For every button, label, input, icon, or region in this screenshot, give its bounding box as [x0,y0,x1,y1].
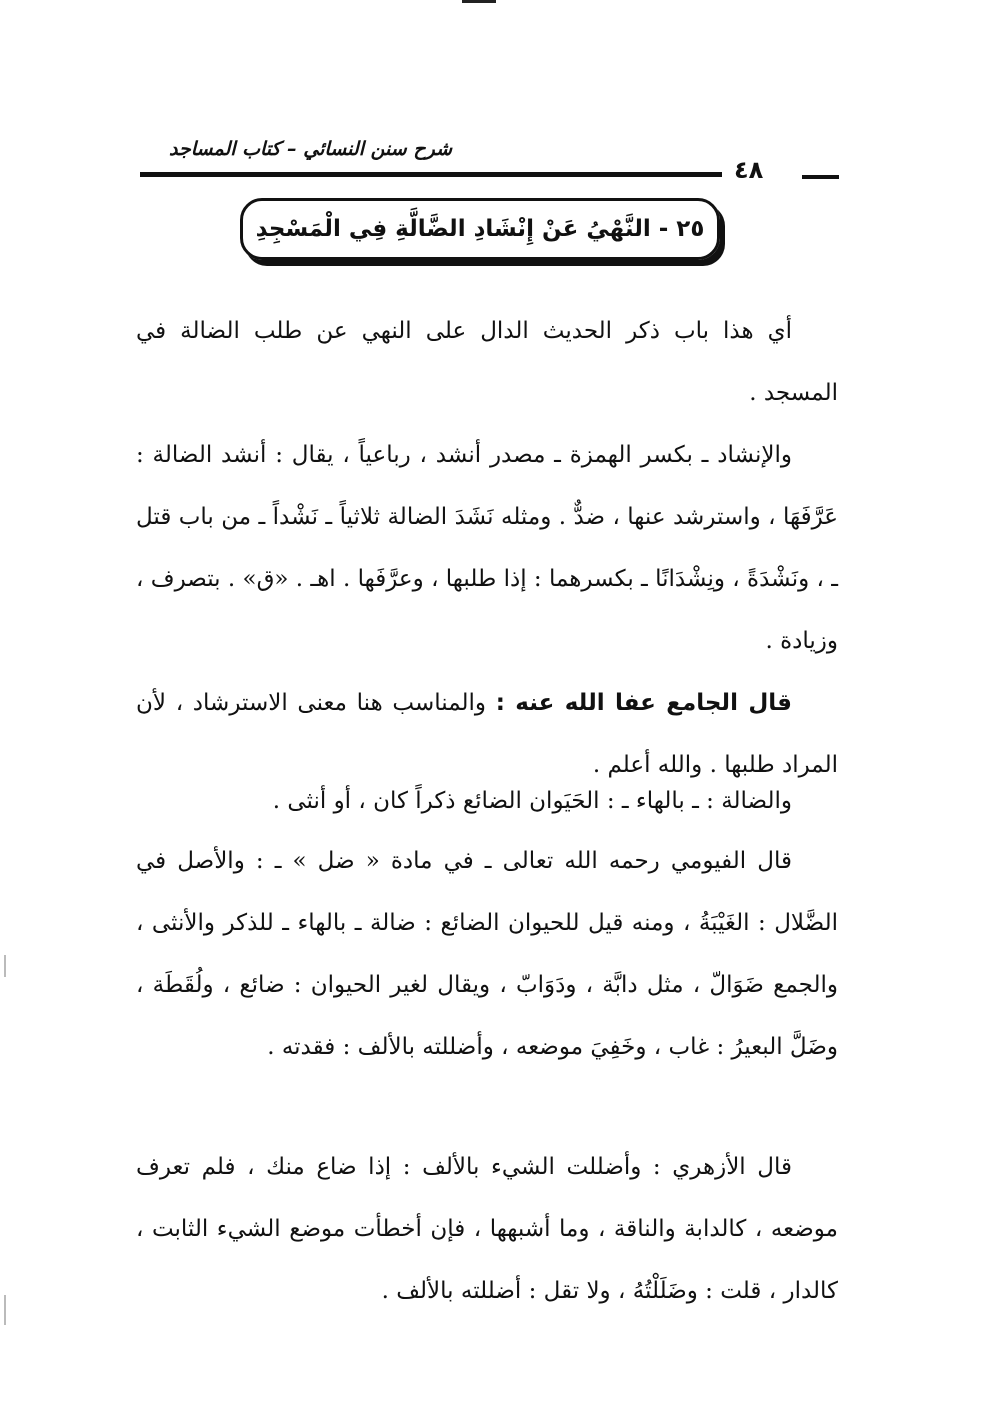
chapter-heading-box [240,198,720,260]
scan-edge-mark [4,1295,6,1325]
running-header-title: شرح سنن النسائي – كتاب المساجد [169,138,452,160]
paragraph-intro: أي هذا باب ذكر الحديث الدال على النهي عن طلب الضالة في المسجد . [136,318,838,406]
page-number: ٤٨ [734,156,764,184]
chapter-title: ٢٥ - النَّهْيُ عَنْ إِنْشَادِ الضَّالَّةِ فِي الْمَسْجِدِ [255,216,705,242]
paragraph-dalla-definition: والضالة : ـ بالهاء ـ : الحَيَوان الضائع ذكراً كان ، أو أنثى . [272,788,792,814]
page-top-mark [462,0,496,3]
compiler-comment-text: والمناسب هنا معنى الاسترشاد ، لأن المراد طلبها . والله أعلم . [136,690,838,778]
header-rule-short [802,175,839,179]
paragraph-azhari-quote: قال الأزهري : وأضللت الشيء بالألف : إذا ضاع منك ، فلم تعرف موضعه ، كالدابة والناقة ، وما أشبهها ، فإن أخطأت موضع الشيء الثابت ، كالدار ، قلت : وضَلَلْتُهُ ، ولا تقل : أضللته بالألف . [136,1154,838,1304]
header-rule [140,172,722,177]
paragraph-fayyumi-quote: قال الفيومي رحمه الله تعالى ـ في مادة « ضل » ـ : والأصل في الضَّلال : الغَيْبَةُ ، ومنه قيل للحيوان الضائع : ضالة ـ بالهاء ـ للذكر والأنثى ، والجمع ضَوَالّ ، مثل دابَّة ، ودَوَابّ ، ويقال لغير الحيوان : ضائع ، ولُقَطَة ، وضَلَّ البعيرُ : غاب ، وخَفِيَ موضعه ، وأضللته بالألف : فقدته . [136,848,838,1060]
compiler-comment-label: قال الجامع عفا الله عنه : [495,690,792,716]
scan-edge-mark [4,955,6,977]
paragraph-inshad-definition: والإنشاد ـ بكسر الهمزة ـ مصدر أنشد ، رباعياً ، يقال : أنشد الضالة : عَرَّفَهَا ، واسترشد عنها ، ضدٌّ . ومثله نَشَدَ الضالة ثلاثياً ـ نَشْداً ـ من باب قتل ـ ، ونَشْدَةً ، ونِشْدَانًا ـ بكسرهما : إذا طلبها ، وعرَّفَها . اهـ . «ق» . بتصرف ، وزيادة . [136,442,838,654]
